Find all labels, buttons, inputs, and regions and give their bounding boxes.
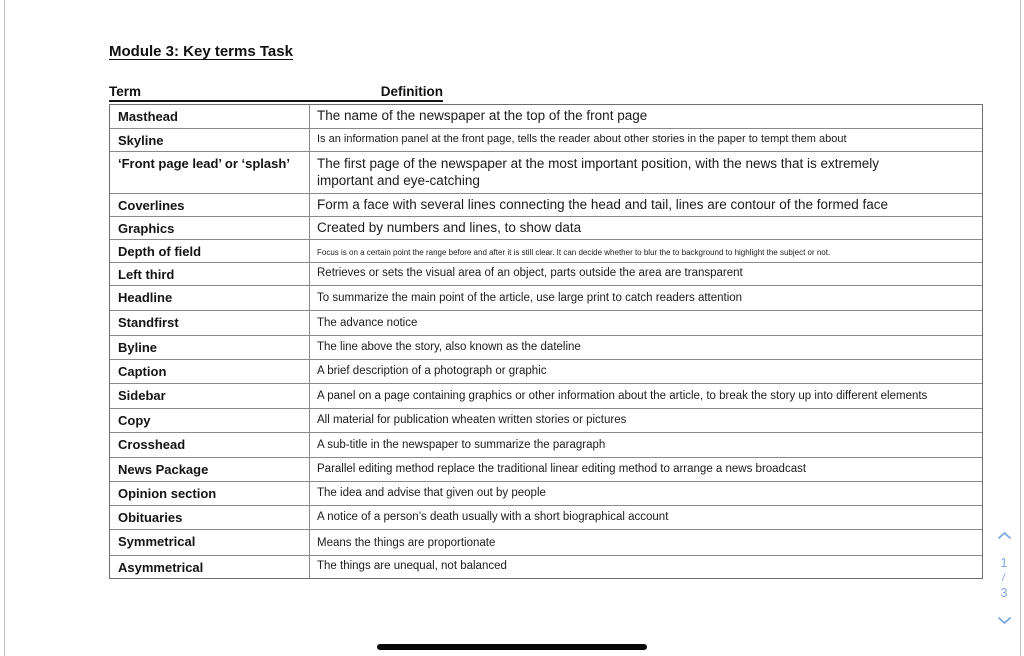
definition-cell — [310, 409, 982, 432]
table-row — [110, 262, 982, 285]
definition-text: To summarize the main point of the article, use large print to catch readers attention — [317, 291, 743, 304]
definition-text: A panel on a page containing graphics or other information about the article, to break the story up into different elements — [317, 389, 928, 402]
definition-cell — [310, 506, 982, 529]
term-cell: Depth of field — [110, 240, 310, 262]
term-cell: Asymmetrical — [110, 556, 310, 578]
chevron-up-icon[interactable] — [997, 531, 1012, 540]
page-title: Module 3: Key terms Task — [109, 43, 293, 60]
definition-text: The first page of the newspaper at the most important position, with the news that is extremely important and eye-catching — [317, 155, 880, 188]
term-cell: Crosshead — [110, 433, 310, 457]
table-row — [110, 335, 982, 359]
definition-text: The line above the story, also known as the dateline — [317, 340, 581, 353]
term-cell: ‘Front page lead’ or ‘splash’ — [110, 152, 310, 193]
definition-cell — [310, 105, 982, 128]
definition-text: A brief description of a photograph or graphic — [317, 364, 547, 377]
table-row — [110, 216, 982, 239]
term-cell: Byline — [110, 336, 310, 359]
table-header — [109, 83, 443, 102]
definition-cell — [310, 129, 982, 151]
definition-cell — [310, 482, 982, 505]
definition-text: All material for publication wheaten written stories or pictures — [317, 413, 627, 426]
key-terms-table-rows — [110, 105, 982, 578]
table-row — [110, 239, 982, 262]
term-cell: Headline — [110, 286, 310, 310]
term-column-header: Term — [109, 84, 142, 99]
definition-cell — [310, 311, 982, 335]
definition-column-header: Definition — [380, 84, 443, 99]
definition-text: A sub-title in the newspaper to summarize the paragraph — [317, 438, 606, 451]
term-cell: Caption — [110, 360, 310, 383]
table-row — [110, 193, 982, 216]
term-cell: Coverlines — [110, 194, 310, 216]
key-terms-table — [109, 104, 983, 579]
total-pages-number: 3 — [1000, 586, 1008, 600]
table-row — [110, 359, 982, 383]
table-row — [110, 151, 982, 193]
right-edge-divider — [1020, 0, 1021, 656]
term-cell: Graphics — [110, 217, 310, 239]
table-row — [110, 457, 982, 481]
definition-cell — [310, 286, 982, 310]
page-navigator — [992, 531, 1016, 635]
table-row — [110, 505, 982, 529]
definition-text: The name of the newspaper at the top of the front page — [317, 108, 648, 124]
definition-text: The advance notice — [317, 316, 418, 329]
term-cell: Masthead — [110, 105, 310, 128]
page-separator: / — [1001, 571, 1007, 585]
table-row — [110, 285, 982, 310]
definition-cell — [310, 152, 982, 193]
term-cell: News Package — [110, 458, 310, 481]
definition-text: Retrieves or sets the visual area of an object, parts outside the area are transparent — [317, 266, 743, 279]
chevron-down-icon[interactable] — [997, 616, 1012, 625]
term-cell: Left third — [110, 263, 310, 285]
term-cell: Standfirst — [110, 311, 310, 335]
definition-text: The idea and advise that given out by people — [317, 486, 546, 499]
definition-cell — [310, 336, 982, 359]
definition-cell — [310, 360, 982, 383]
definition-text: The things are unequal, not balanced — [317, 559, 507, 572]
definition-cell — [310, 240, 982, 262]
definition-cell — [310, 263, 982, 285]
current-page-number: 1 — [1000, 556, 1008, 570]
definition-cell — [310, 384, 982, 408]
term-cell: Obituaries — [110, 506, 310, 529]
table-row — [110, 383, 982, 408]
definition-cell — [310, 217, 982, 239]
definition-text: Means the things are proportionate — [317, 536, 496, 549]
definition-text: Created by numbers and lines, to show data — [317, 219, 582, 235]
table-row — [110, 128, 982, 151]
term-cell: Copy — [110, 409, 310, 432]
table-row — [110, 105, 982, 128]
table-row — [110, 529, 982, 555]
table-row — [110, 432, 982, 457]
definition-text: Is an information panel at the front page, tells the reader about other stories in the paper to tempt them about — [317, 133, 847, 146]
term-cell: Sidebar — [110, 384, 310, 408]
definition-text: Focus is on a certain point the range before and after it is still clear. It can decide whether to blur the to background to highlight the subject or not. — [317, 248, 831, 257]
left-edge-divider — [4, 0, 5, 656]
definition-cell — [310, 458, 982, 481]
definition-text: A notice of a person’s death usually with a short biographical account — [317, 510, 669, 523]
table-row — [110, 310, 982, 335]
definition-text: Form a face with several lines connecting the head and tail, lines are contour of the formed face — [317, 196, 889, 212]
definition-cell — [310, 433, 982, 457]
definition-text: Parallel editing method replace the traditional linear editing method to arrange a news broadcast — [317, 462, 807, 475]
home-indicator-bar[interactable] — [377, 644, 647, 650]
term-cell: Symmetrical — [110, 530, 310, 555]
definition-cell — [310, 530, 982, 555]
table-row — [110, 408, 982, 432]
table-row — [110, 481, 982, 505]
term-cell: Skyline — [110, 129, 310, 151]
table-row — [110, 555, 982, 578]
definition-cell — [310, 556, 982, 578]
term-cell: Opinion section — [110, 482, 310, 505]
definition-cell — [310, 194, 982, 216]
